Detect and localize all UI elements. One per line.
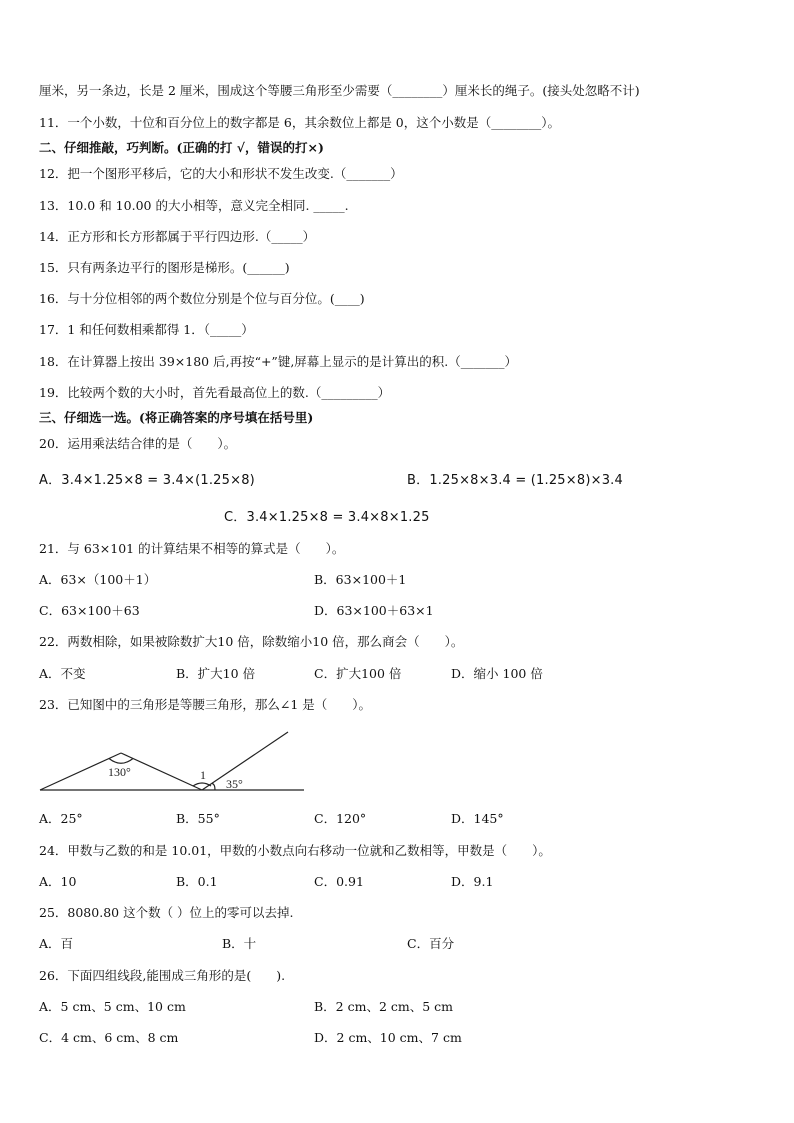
q20-option-a: A．3.4×1.25×8 = 3.4×(1.25×8) xyxy=(39,473,255,488)
q21-option-b: B．63×100＋1 xyxy=(314,572,407,587)
q21-option-c: C．63×100＋63 xyxy=(39,603,140,618)
q26-option-c: C．4 cm、6 cm、8 cm xyxy=(39,1030,179,1045)
angle-arc-35 xyxy=(212,784,215,791)
q25-option-c: C．百分 xyxy=(407,936,455,951)
extended-line xyxy=(202,732,288,790)
q22-option-a: A．不变 xyxy=(39,666,86,681)
q22-option-b: B．扩大10 倍 xyxy=(176,666,256,681)
q16-text: 16．与十分位相邻的两个数位分别是个位与百分位。(____) xyxy=(39,291,365,306)
q17-text: 17．1 和任何数相乘都得 1．（_____） xyxy=(39,322,254,337)
q23-option-c: C．120° xyxy=(314,811,367,826)
q22-option-c: C．扩大100 倍 xyxy=(314,666,402,681)
q25-option-a: A．百 xyxy=(39,936,74,951)
q10-continuation: 厘米，另一条边，长是 2 厘米，围成这个等腰三角形至少需要（________）厘米长的绳子。(接头处忽略不计) xyxy=(39,83,640,98)
q12-text: 12．把一个图形平移后，它的大小和形状不发生改变.（_______） xyxy=(39,166,403,181)
q24-option-d: D．9.1 xyxy=(451,874,494,889)
q22-stem: 22．两数相除，如果被除数扩大10 倍，除数缩小10 倍，那么商会（ ）。 xyxy=(39,634,464,649)
angle-arc-130 xyxy=(109,759,133,764)
q13-text: 13．10.0 和 10.00 的大小相等，意义完全相同. _____. xyxy=(39,198,349,213)
q24-option-c: C．0.91 xyxy=(314,874,364,889)
q21-option-d: D．63×100＋63×1 xyxy=(314,603,434,618)
q11-text: 11．一个小数，十位和百分位上的数字都是 6，其余数位上都是 0，这个小数是（________）。 xyxy=(39,115,561,130)
q18-text: 18．在计算器上按出 39×180 后,再按“+”键,屏幕上显示的是计算出的积.（_______） xyxy=(39,354,518,369)
section-3-heading: 三、仔细选一选。(将正确答案的序号填在括号里) xyxy=(39,410,314,425)
q26-option-b: B．2 cm、2 cm、5 cm xyxy=(314,999,454,1014)
q14-text: 14．正方形和长方形都属于平行四边形.（_____） xyxy=(39,229,316,244)
q19-text: 19．比较两个数的大小时，首先看最高位上的数.（_________） xyxy=(39,385,391,400)
q22-option-d: D．缩小 100 倍 xyxy=(451,666,543,681)
label-130: 130° xyxy=(108,765,131,779)
label-35: 35° xyxy=(226,777,243,791)
q21-option-a: A．63×（100＋1） xyxy=(39,572,157,587)
q15-text: 15．只有两条边平行的图形是梯形。(______) xyxy=(39,260,290,275)
q24-stem: 24．甲数与乙数的和是 10.01，甲数的小数点向右移动一位就和乙数相等，甲数是（ ）。 xyxy=(39,843,551,858)
q26-stem: 26．下面四组线段,能围成三角形的是( ). xyxy=(39,968,286,983)
q23-option-a: A．25° xyxy=(39,811,83,826)
q26-option-a: A．5 cm、5 cm、10 cm xyxy=(39,999,186,1014)
q26-option-d: D．2 cm、10 cm、7 cm xyxy=(314,1030,462,1045)
section-2-heading: 二、仔细推敲，巧判断。(正确的打 √，错误的打×) xyxy=(39,140,324,155)
q20-stem: 20．运用乘法结合律的是（ ）。 xyxy=(39,436,237,451)
q24-option-b: B．0.1 xyxy=(176,874,218,889)
q20-option-c: C．3.4×1.25×8 = 3.4×8×1.25 xyxy=(224,510,430,525)
q21-stem: 21．与 63×101 的计算结果不相等的算式是（ ）。 xyxy=(39,541,345,556)
q25-option-b: B．十 xyxy=(222,936,257,951)
q23-option-b: B．55° xyxy=(176,811,220,826)
q20-option-b: B．1.25×8×3.4 = (1.25×8)×3.4 xyxy=(407,473,623,488)
q23-triangle-figure xyxy=(30,722,320,802)
q23-stem: 23．已知图中的三角形是等腰三角形，那么∠1 是（ ）。 xyxy=(39,697,372,712)
q25-stem: 25．8080.80 这个数（ ）位上的零可以去掉. xyxy=(39,905,294,920)
q24-option-a: A．10 xyxy=(39,874,77,889)
q23-option-d: D．145° xyxy=(451,811,504,826)
label-angle-1: 1 xyxy=(200,768,206,782)
triangle-right-side xyxy=(121,753,202,790)
